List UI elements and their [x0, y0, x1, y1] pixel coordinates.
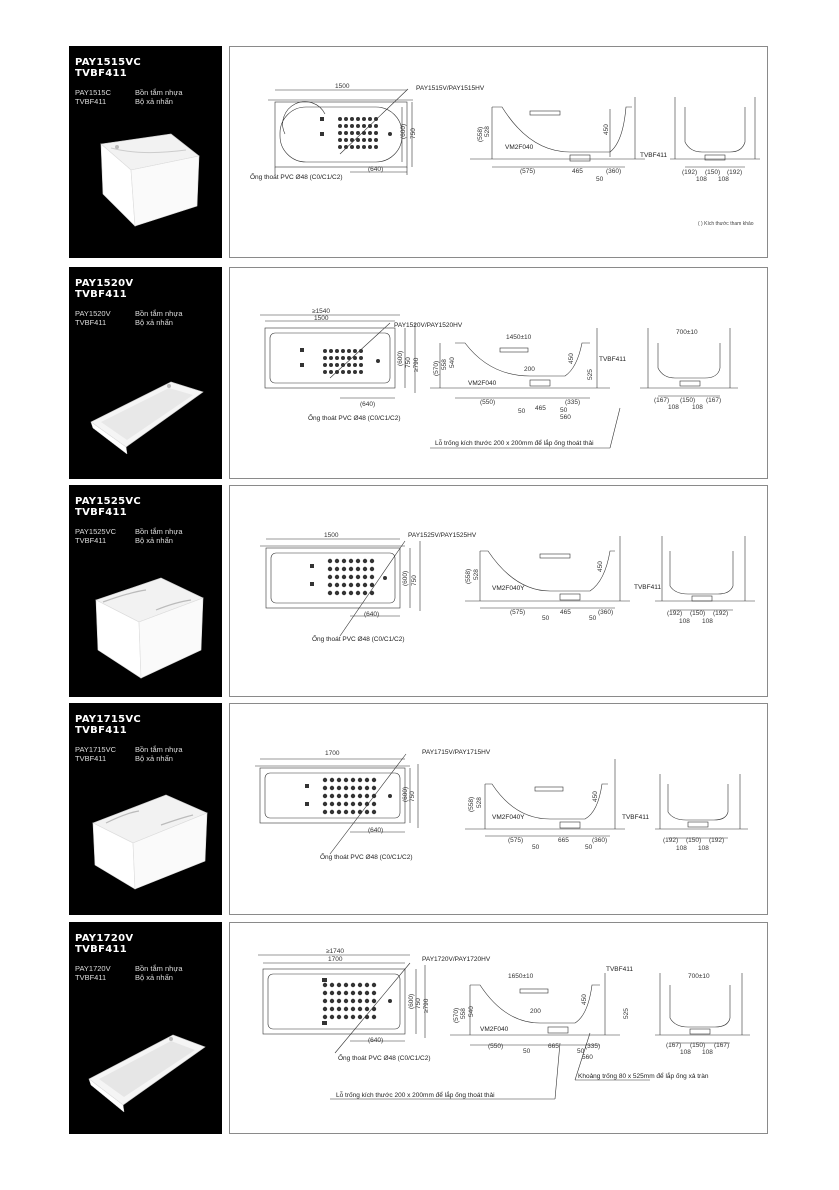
dim-h1: (570): [453, 1007, 460, 1023]
dim-top: 1650±10: [508, 973, 534, 980]
dim-inner: (600): [408, 993, 415, 1009]
dim-end-d1: (192): [682, 169, 698, 176]
dim-inner: (600): [402, 570, 409, 586]
component-desc: Bộ xả nhấn: [135, 318, 173, 327]
dim-end-e1: 108: [696, 176, 707, 183]
component-code: TVBF411: [75, 97, 107, 106]
dim-h1: (558): [477, 126, 484, 142]
dim-d1: (550): [480, 399, 496, 406]
valve-label: VM2F040: [468, 380, 497, 387]
dim-side: 750: [410, 128, 417, 139]
dim-d6: 50: [577, 1048, 585, 1055]
dim-d1: (575): [508, 837, 524, 844]
dim-drain: (640): [368, 827, 384, 834]
dim-d5: 50: [589, 615, 597, 622]
model-name: PAY1715VC: [75, 714, 142, 725]
component-desc: Bộ xả nhấn: [135, 973, 173, 982]
reference-note: ( ) Kích thước tham khảo: [698, 221, 754, 227]
dim-opening: 200: [524, 366, 535, 373]
dim-end-e1: 108: [679, 618, 690, 625]
dim-h1: (558): [465, 568, 472, 584]
pipe-label: Ống thoát PVC Ø48 (C0/C1/C2): [308, 415, 401, 422]
dim-length: 1700: [325, 750, 340, 757]
dim-d4: 50: [518, 408, 526, 415]
dim-opening: 200: [530, 1008, 541, 1015]
dim-end-d1: (192): [667, 610, 683, 617]
valve-label: VM2F040Y: [492, 814, 525, 821]
overflow-label: PAY1525V/PAY1525HV: [408, 532, 477, 539]
dim-end-d2: (150): [690, 610, 706, 617]
waste-name: TVBF411: [75, 507, 127, 518]
drain-hole-grid: [300, 348, 380, 374]
footnote: Lỗ trống kích thước 200 x 200mm để lắp ống thoát thải: [435, 440, 594, 447]
waste-name: TVBF411: [75, 68, 127, 79]
dim-length: 1500: [314, 315, 329, 322]
dim-side: 750: [415, 998, 422, 1009]
dim-end-d1: (167): [654, 397, 670, 404]
dim-depth: 450: [597, 561, 604, 572]
dim-length-outer: ≥1540: [312, 308, 331, 315]
dim-h4: 525: [587, 369, 594, 380]
dim-end-d3: (192): [709, 837, 725, 844]
drain-hole-grid: [322, 978, 392, 1025]
model-name: PAY1515VC: [75, 57, 142, 68]
dim-h3: 540: [449, 357, 456, 368]
model-name: PAY1525VC: [75, 496, 142, 507]
dim-end-top: 700±10: [688, 973, 710, 980]
valve-label: VM2F040: [480, 1026, 509, 1033]
component-code: PAY1525VC: [75, 527, 116, 536]
product-row-3: [69, 485, 770, 697]
dim-end-e2: 108: [698, 845, 709, 852]
dim-drain: (640): [368, 166, 384, 173]
waste-label: TVBF411: [640, 152, 667, 159]
dim-end-top: 700±10: [676, 329, 698, 336]
technical-drawing: [229, 267, 768, 479]
dim-d5: 560: [582, 1054, 593, 1061]
dim-inner: (600): [397, 350, 404, 366]
component-desc: Bộ xả nhấn: [135, 97, 173, 106]
dim-end-e2: 108: [718, 176, 729, 183]
dim-end-d2: (150): [680, 397, 696, 404]
dim-inner: (600): [402, 786, 409, 802]
dim-drain: (640): [360, 401, 376, 408]
model-name: PAY1520V: [75, 278, 134, 289]
pipe-label: Ống thoát PVC Ø48 (C0/C1/C2): [250, 174, 343, 181]
dim-h2: 528: [476, 797, 483, 808]
dim-end-d3: (167): [714, 1042, 730, 1049]
product-info-panel: [69, 46, 222, 258]
drawing-svg: [230, 268, 769, 480]
bathtub-photo: [81, 1017, 211, 1127]
waste-label: TVBF411: [634, 584, 661, 591]
dim-d4: 50: [542, 615, 550, 622]
waste-name: TVBF411: [75, 725, 127, 736]
technical-drawing: [229, 703, 768, 915]
pipe-label: Ống thoát PVC Ø48 (C0/C1/C2): [320, 854, 413, 861]
dim-h2: 528: [473, 569, 480, 580]
component-desc: Bồn tắm nhựa: [135, 309, 183, 318]
drawing-svg: [230, 47, 769, 259]
dim-d5: 560: [560, 414, 571, 421]
model-name: PAY1720V: [75, 933, 134, 944]
product-row-1: [69, 46, 770, 258]
dim-d1: (575): [520, 168, 536, 175]
dim-d3: (335): [565, 399, 581, 406]
dim-end-d3: (167): [706, 397, 722, 404]
drain-hole-grid: [305, 778, 392, 814]
product-row-5: [69, 922, 770, 1134]
component-desc: Bồn tắm nhựa: [135, 527, 183, 536]
component-code: PAY1715VC: [75, 745, 116, 754]
product-row-4: [69, 703, 770, 915]
drawing-svg: [230, 704, 769, 916]
dim-end-e2: 108: [702, 1049, 713, 1056]
dim-h2: 528: [484, 126, 491, 137]
dim-depth: 450: [603, 124, 610, 135]
dim-side-outer: ≥790: [423, 998, 430, 1013]
dim-d3: (360): [598, 609, 614, 616]
technical-drawing: [229, 485, 768, 697]
dim-length: 1700: [328, 956, 343, 963]
dim-end-d1: (167): [666, 1042, 682, 1049]
dim-d2: 665: [548, 1043, 559, 1050]
pipe-label: Ống thoát PVC Ø48 (C0/C1/C2): [312, 636, 405, 643]
dim-h4: 525: [623, 1008, 630, 1019]
dim-depth: 450: [581, 994, 588, 1005]
dim-side: 750: [405, 357, 412, 368]
dim-end-e1: 108: [676, 845, 687, 852]
product-row-2: [69, 267, 770, 479]
dim-d4: 50: [532, 844, 540, 851]
dim-h3: 540: [468, 1006, 475, 1017]
dim-h2: 558: [460, 1008, 467, 1019]
dim-d2: 465: [560, 609, 571, 616]
dim-d4: 50: [523, 1048, 531, 1055]
dim-end-d1: (192): [663, 837, 679, 844]
dim-end-d2: (150): [690, 1042, 706, 1049]
overflow-label: PAY1715V/PAY1715HV: [422, 749, 491, 756]
valve-label: VM2F040Y: [492, 585, 525, 592]
dim-depth: 450: [568, 353, 575, 364]
technical-drawing: [229, 46, 768, 258]
dim-length-outer: ≥1740: [326, 948, 345, 955]
drain-hole-grid: [310, 559, 387, 595]
component-code: TVBF411: [75, 754, 107, 763]
dim-length: 1500: [335, 83, 350, 90]
dim-end-d3: (192): [713, 610, 729, 617]
dim-drain: (640): [368, 1037, 384, 1044]
component-code: PAY1720V: [75, 964, 111, 973]
component-desc: Bồn tắm nhựa: [135, 745, 183, 754]
component-desc: Bộ xả nhấn: [135, 536, 173, 545]
dim-end-e2: 108: [702, 618, 713, 625]
dim-d1: (575): [510, 609, 526, 616]
waste-name: TVBF411: [75, 289, 127, 300]
dim-end-e1: 108: [668, 404, 679, 411]
dim-end-e1: 108: [680, 1049, 691, 1056]
dim-end-d3: (192): [727, 169, 743, 176]
drawing-svg: [230, 486, 769, 698]
waste-label: TVBF411: [622, 814, 649, 821]
waste-label: TVBF411: [606, 966, 633, 973]
dim-d2: 465: [535, 405, 546, 412]
dim-length: 1500: [324, 532, 339, 539]
overflow-label: PAY1515V/PAY1515HV: [416, 85, 485, 92]
bathtub-photo: [81, 126, 211, 236]
dim-d5: 50: [585, 844, 593, 851]
waste-label: TVBF411: [599, 356, 626, 363]
dim-d4: 50: [596, 176, 604, 183]
dim-d2: 465: [572, 168, 583, 175]
dim-d2: 665: [558, 837, 569, 844]
dim-d1: (550): [488, 1043, 504, 1050]
dim-top: 1450±10: [506, 334, 532, 341]
component-desc: Bồn tắm nhựa: [135, 88, 183, 97]
footnote-overflow: Khoảng trống 80 x 525mm để lắp ống xả tràn: [578, 1073, 709, 1080]
component-code: PAY1520V: [75, 309, 111, 318]
product-info-panel: [69, 267, 222, 479]
waste-name: TVBF411: [75, 944, 127, 955]
dim-side: 750: [411, 575, 418, 586]
dim-d3: (360): [592, 837, 608, 844]
bathtub-photo: [81, 783, 211, 893]
product-info-panel: [69, 485, 222, 697]
dim-inner: (600): [400, 123, 407, 139]
product-info-panel: [69, 703, 222, 915]
dim-drain: (640): [364, 611, 380, 618]
overflow-label: PAY1720V/PAY1720HV: [422, 956, 491, 963]
bathtub-photo: [81, 570, 211, 680]
dim-d6: 50: [560, 407, 568, 414]
pipe-label: Ống thoát PVC Ø48 (C0/C1/C2): [338, 1055, 431, 1062]
component-code: PAY1515C: [75, 88, 111, 97]
drain-hole-grid: [338, 117, 378, 149]
component-code: TVBF411: [75, 536, 107, 545]
product-info-panel: [69, 922, 222, 1134]
dim-side-outer: ≥790: [413, 357, 420, 372]
overflow-label: PAY1520V/PAY1520HV: [394, 322, 463, 329]
component-code: TVBF411: [75, 318, 107, 327]
component-desc: Bộ xả nhấn: [135, 754, 173, 763]
drawing-svg: [230, 923, 769, 1135]
dim-h1: (570): [433, 360, 440, 376]
technical-drawing: [229, 922, 768, 1134]
component-desc: Bồn tắm nhựa: [135, 964, 183, 973]
dim-end-d2: (150): [686, 837, 702, 844]
dim-d3: (335): [585, 1043, 601, 1050]
dim-side: 750: [409, 791, 416, 802]
footnote: Lỗ trống kích thước 200 x 200mm để lắp ống thoát thải: [336, 1092, 495, 1099]
dim-depth: 450: [592, 791, 599, 802]
valve-label: VM2F040: [505, 144, 534, 151]
bathtub-photo: [81, 362, 211, 472]
dim-h2: 558: [441, 359, 448, 370]
component-code: TVBF411: [75, 973, 107, 982]
dim-d3: (360): [606, 168, 622, 175]
dim-h1: (558): [468, 796, 475, 812]
dim-end-e2: 108: [692, 404, 703, 411]
dim-end-d2: (150): [705, 169, 721, 176]
